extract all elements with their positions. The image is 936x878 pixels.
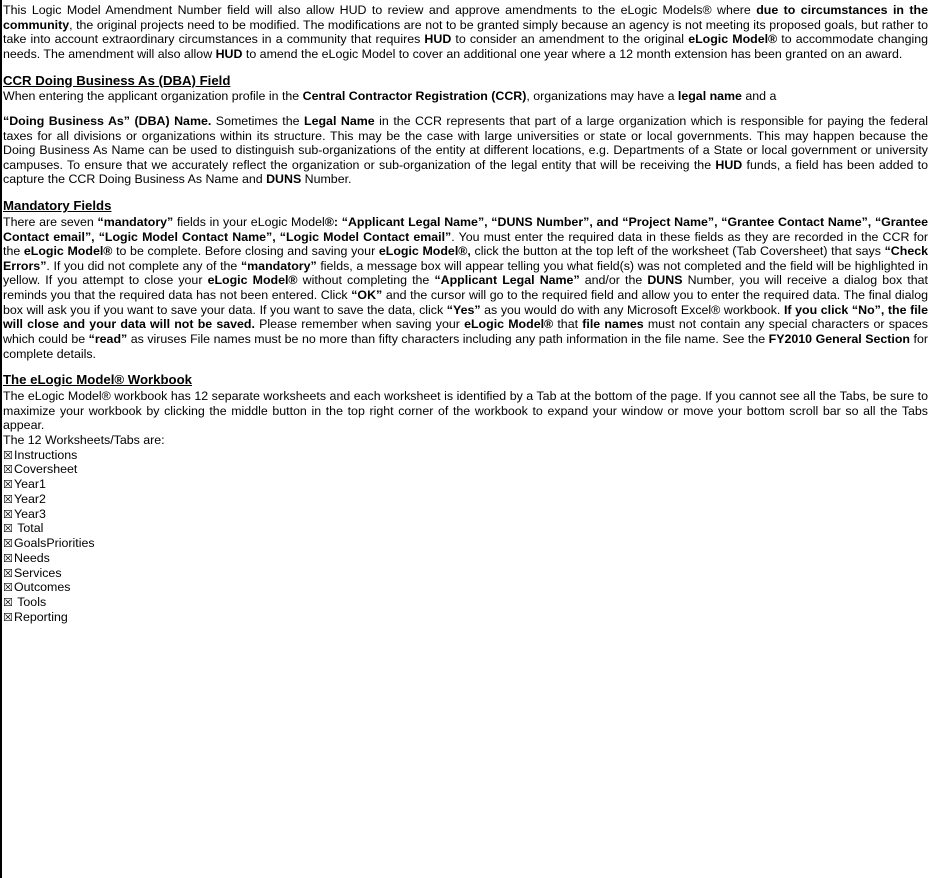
- list-bullet-box-icon: ☒: [3, 507, 13, 521]
- worksheet-tab-label: Services: [14, 565, 62, 580]
- worksheet-tab-item: [3, 507, 928, 522]
- list-bullet-box-icon: ☒: [3, 610, 13, 624]
- worksheet-tab-item: [3, 536, 928, 551]
- worksheet-tab-item: [3, 566, 928, 581]
- worksheet-tabs-list: [3, 448, 928, 625]
- worksheet-tab-label: GoalsPriorities: [14, 536, 95, 551]
- list-bullet-box-icon: ☒: [3, 448, 13, 462]
- mandatory-fields-paragraph: There are seven “mandatory” fields in your eLogic Model®: “Applicant Legal Name”, “DUNS Number”, and “Project Name”, “Grantee Contact Name”, “Grantee Contact email”, “Logic Model Contact Name”, “Logic Model Contact email”. You must enter the required data in these fields as they are recorded in the CCR for the eLogic Model® to be complete. Before closing and saving your eLogic Model®, click the button at the top left of the worksheet (Tab Coversheet) that says “Check Errors”. If you did not complete any of the “mandatory” fields, a message box will appear telling you what field(s) was not completed and the field will be highlighted in yellow. If you attempt to close your eLogic Model® without completing the “Applicant Legal Name” and/or the DUNS Number, you will receive a dialog box that reminds you that the required data has not been entered. Click “OK” and the cursor will go to the required field and allow you to enter the required data. The final dialog box will ask you if you want to save your data. If you want to save the data, click “Yes” as you would do with any Microsoft Excel® workbook. If you click “No”, the file will close and your data will not be saved. Please remember when saving your eLogic Model® that file names must not contain any special characters or spaces which could be “read” as viruses File names must be no more than fifty characters including any path information in the file name. See the FY2010 General Section for complete details.: [3, 214, 928, 361]
- list-bullet-box-icon: ☒: [3, 492, 13, 506]
- worksheet-tab-item: [3, 477, 928, 492]
- worksheet-tab-label: Year1: [14, 477, 46, 492]
- worksheet-tab-item: [3, 551, 928, 566]
- list-bullet-box-icon: ☒: [3, 478, 13, 492]
- ccr-intro-paragraph: When entering the applicant organization profile in the Central Contractor Registration (CCR), organizations may have a legal name and a: [3, 89, 777, 104]
- worksheet-tab-label: Needs: [14, 550, 50, 565]
- worksheet-tab-item: [3, 448, 928, 463]
- list-bullet-box-icon: ☒: [3, 566, 13, 580]
- list-bullet-box-icon: ☒: [3, 551, 13, 565]
- list-bullet-box-icon: ☒: [3, 522, 13, 536]
- section-heading-ccr-dba: CCR Doing Business As (DBA) Field: [3, 72, 231, 88]
- worksheet-tab-label: Reporting: [14, 609, 68, 624]
- worksheet-tab-label: Instructions: [14, 447, 78, 462]
- worksheet-tab-item: [3, 521, 928, 536]
- worksheet-tab-label: Coversheet: [14, 462, 78, 477]
- dba-name-paragraph: “Doing Business As” (DBA) Name. Sometimes the Legal Name in the CCR represents that part of a large organization which is responsible for paying the federal taxes for all divisions or organizations within its structure. This may be the case with large universities or state or local governments. This may happen because the Doing Business As Name can be used to distinguish sub-organizations of the entity at different locations, e.g. Departments of a State or local government or university campuses. To ensure that we accurately reflect the organization or sub-organization of the legal entity that will be receiving the HUD funds, a field has been added to capture the CCR Doing Business As Name and DUNS Number.: [3, 113, 928, 187]
- section-heading-elogic-workbook: The eLogic Model® Workbook: [3, 372, 192, 388]
- worksheet-tab-label: Total: [14, 521, 44, 536]
- worksheet-tab-item: [3, 610, 928, 625]
- worksheet-tab-label: Tools: [14, 595, 47, 610]
- worksheet-tab-label: Year2: [14, 491, 46, 506]
- worksheet-tab-label: Year3: [14, 506, 46, 521]
- section-heading-mandatory-fields: Mandatory Fields: [3, 198, 112, 214]
- list-bullet-box-icon: ☒: [3, 537, 13, 551]
- worksheet-tab-item: [3, 462, 928, 477]
- left-margin-rule: [0, 0, 2, 878]
- worksheet-tab-item: [3, 492, 928, 507]
- worksheet-tab-label: Outcomes: [14, 580, 71, 595]
- list-bullet-box-icon: ☒: [3, 581, 13, 595]
- list-bullet-box-icon: ☒: [3, 463, 13, 477]
- list-bullet-box-icon: ☒: [3, 596, 13, 610]
- worksheets-intro-line: The 12 Worksheets/Tabs are:: [3, 432, 165, 447]
- amendment-paragraph: This Logic Model Amendment Number field will also allow HUD to review and approve amendments to the eLogic Models® where due to circumstances in the community, the original projects need to be modified. The modifications are not to be granted simply because an agency is not meeting its proposed goals, but rather to take into account extraordinary circumstances in a community that requires HUD to consider an amendment to the original eLogic Model® to accommodate changing needs. The amendment will also allow HUD to amend the eLogic Model to cover an additional one year where a 12 month extension has been granted on an award.: [3, 3, 929, 61]
- paragraph-spacer: [3, 104, 928, 114]
- workbook-paragraph: The eLogic Model® workbook has 12 separate worksheets and each worksheet is identified by a Tab at the bottom of the page. If you cannot see all the Tabs, be sure to maximize your workbook by clicking the middle button in the top right corner of the workbook to expand your window or move your bottom scroll bar so all the Tabs appear.: [3, 389, 928, 433]
- worksheet-tab-item: [3, 595, 928, 610]
- worksheet-tab-item: [3, 580, 928, 595]
